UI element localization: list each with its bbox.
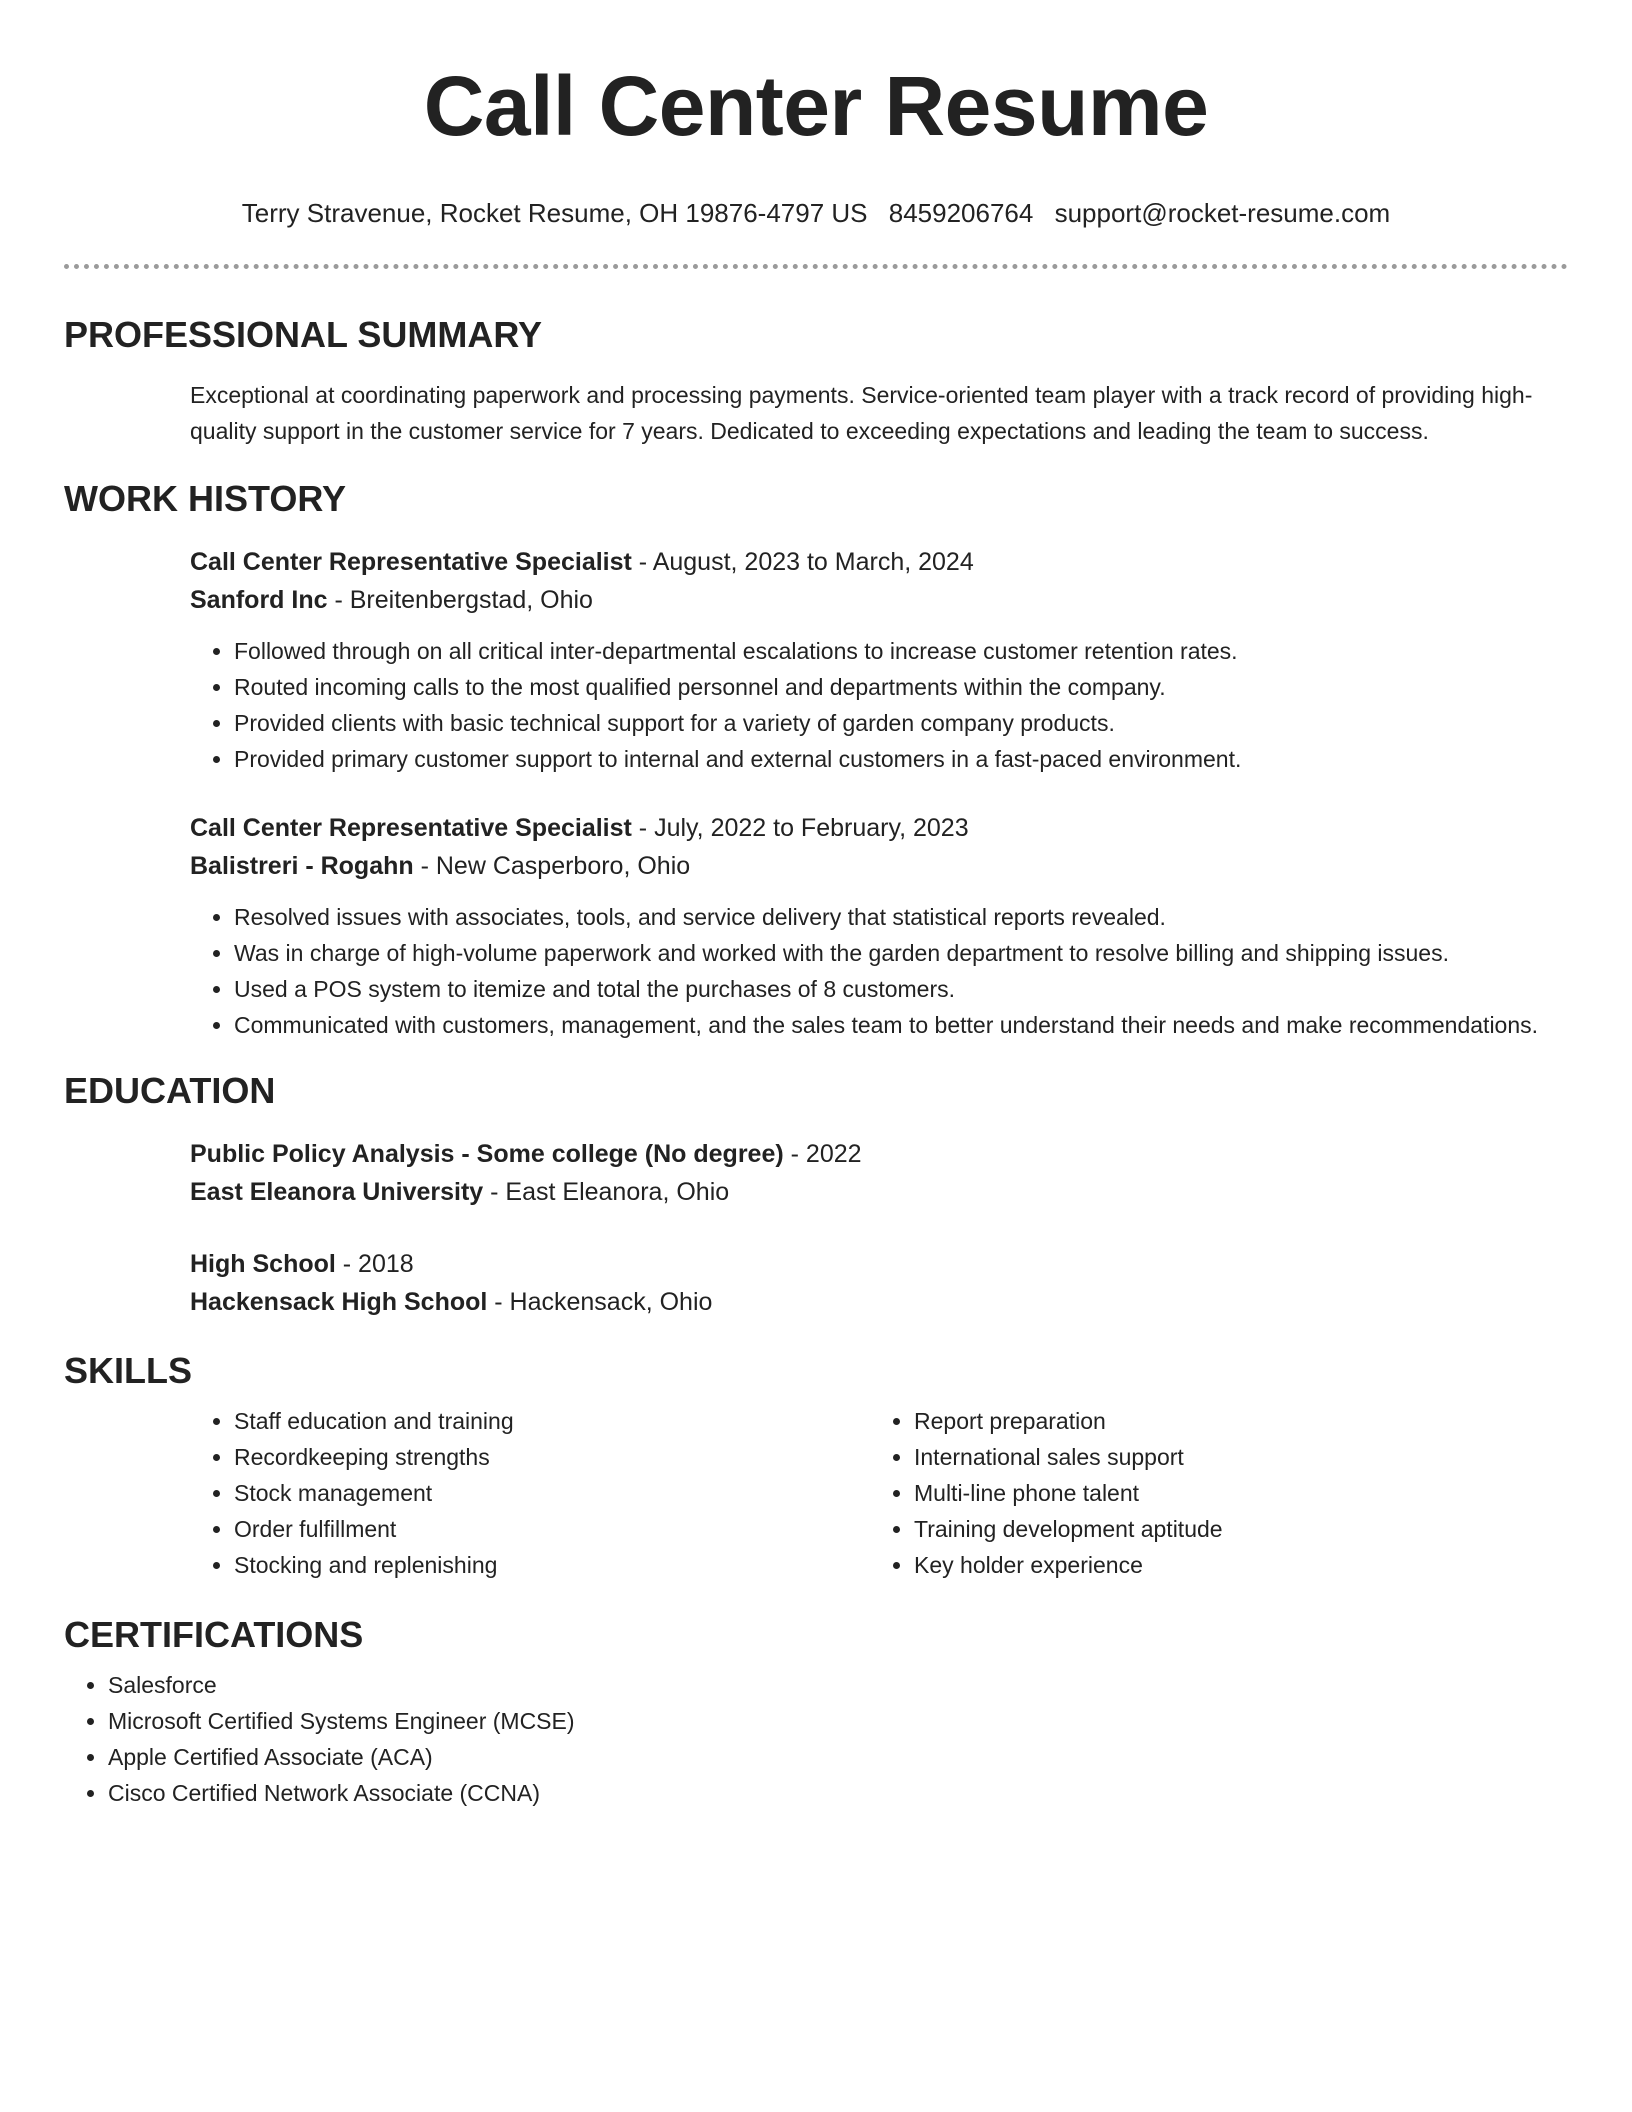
school-name: Hackensack High School	[190, 1288, 488, 1316]
skill-item: • International sales support	[914, 1439, 1550, 1475]
school-line	[190, 1173, 1568, 1211]
summary-section	[64, 313, 1568, 449]
school-location: - Hackensack, Ohio	[487, 1288, 713, 1316]
skill-item: • Training development aptitude	[914, 1511, 1550, 1547]
job-bullet: • Used a POS system to itemize and total the purchases of 8 customers.	[234, 971, 1568, 1007]
job-bullet: • Resolved issues with associates, tools, and service delivery that statistical reports revealed.	[234, 899, 1568, 935]
job-company: Sanford Inc	[190, 586, 328, 614]
skill-item: • Report preparation	[914, 1403, 1550, 1439]
education-entry	[190, 1135, 1568, 1211]
job-dates: - August, 2023 to March, 2024	[631, 548, 974, 576]
job-bullet: • Was in charge of high-volume paperwork and worked with the garden department to resolve billing and shipping issues.	[234, 935, 1568, 971]
contact-phone: 8459206764	[888, 198, 1034, 228]
job-bullet: • Provided primary customer support to internal and external customers in a fast-paced environment.	[234, 741, 1568, 777]
skills-column-right	[870, 1403, 1550, 1583]
school-name: East Eleanora University	[190, 1178, 484, 1206]
degree-year: - 2018	[335, 1250, 414, 1278]
education-entry	[190, 1245, 1568, 1321]
education-section	[64, 1069, 1568, 1321]
skill-item: • Stock management	[234, 1475, 870, 1511]
certifications-list	[64, 1667, 1568, 1811]
job-company: Balistreri - Rogahn	[190, 852, 414, 880]
skill-item: • Key holder experience	[914, 1547, 1550, 1583]
job-dates: - July, 2022 to February, 2023	[631, 814, 969, 842]
skills-section	[64, 1349, 1568, 1583]
summary-heading: PROFESSIONAL SUMMARY	[64, 314, 543, 355]
job-bullet: • Routed incoming calls to the most qualified personnel and departments within the company.	[234, 669, 1568, 705]
job-title: Call Center Representative Specialist	[190, 548, 632, 576]
certification-item: • Microsoft Certified Systems Engineer (MCSE)	[108, 1703, 1568, 1739]
job-bullet-list	[190, 633, 1568, 777]
certification-item: • Salesforce	[108, 1667, 1568, 1703]
school-line	[190, 1283, 1568, 1321]
skill-item: • Stocking and replenishing	[234, 1547, 870, 1583]
degree-line	[190, 1245, 1568, 1283]
skill-item: • Order fulfillment	[234, 1511, 870, 1547]
job-title-line	[190, 543, 1568, 581]
job-bullet: • Provided clients with basic technical support for a variety of garden company products.	[234, 705, 1568, 741]
certifications-heading: CERTIFICATIONS	[64, 1614, 364, 1655]
job-title-line	[190, 809, 1568, 847]
skills-column-left	[190, 1403, 870, 1583]
skill-item: • Multi-line phone talent	[914, 1475, 1550, 1511]
contact-address: Terry Stravenue, Rocket Resume, OH 19876-4797 US	[241, 198, 868, 228]
school-location: - East Eleanora, Ohio	[483, 1178, 730, 1206]
job-location: - New Casperboro, Ohio	[413, 852, 691, 880]
degree-name: High School	[190, 1250, 336, 1278]
job-bullet: • Followed through on all critical inter-departmental escalations to increase customer retention rates.	[234, 633, 1568, 669]
job-title: Call Center Representative Specialist	[190, 814, 632, 842]
education-heading: EDUCATION	[64, 1070, 276, 1111]
certification-item: • Cisco Certified Network Associate (CCNA)	[108, 1775, 1568, 1811]
job-entry	[190, 543, 1568, 777]
job-bullet: • Communicated with customers, management, and the sales team to better understand their needs and make recommendations.	[234, 1007, 1568, 1043]
contact-email: support@rocket-resume.com	[1054, 198, 1391, 228]
header-divider	[64, 264, 1568, 269]
skills-list	[190, 1403, 870, 1583]
skill-item: • Recordkeeping strengths	[234, 1439, 870, 1475]
certification-item: • Apple Certified Associate (ACA)	[108, 1739, 1568, 1775]
contact-line	[64, 196, 1568, 230]
summary-text: Exceptional at coordinating paperwork and processing payments. Service-oriented team player with a track record of providing high-quality support in the customer service for 7 years. Dedicated to exceeding expectations and leading the team to success.	[190, 382, 1533, 444]
skills-grid	[190, 1403, 1568, 1583]
degree-name: Public Policy Analysis - Some college (No degree)	[190, 1140, 784, 1168]
resume-title: Call Center Resume	[423, 59, 1209, 153]
job-company-line	[190, 581, 1568, 619]
job-entry	[190, 809, 1568, 1043]
job-company-line	[190, 847, 1568, 885]
certifications-section	[64, 1613, 1568, 1811]
degree-line	[190, 1135, 1568, 1173]
work-history-heading: WORK HISTORY	[64, 478, 347, 519]
work-history-section	[64, 477, 1568, 1043]
skill-item: • Staff education and training	[234, 1403, 870, 1439]
skills-heading: SKILLS	[64, 1350, 193, 1391]
skills-list	[870, 1403, 1550, 1583]
job-location: - Breitenbergstad, Ohio	[327, 586, 593, 614]
job-bullet-list	[190, 899, 1568, 1043]
degree-year: - 2022	[783, 1140, 862, 1168]
